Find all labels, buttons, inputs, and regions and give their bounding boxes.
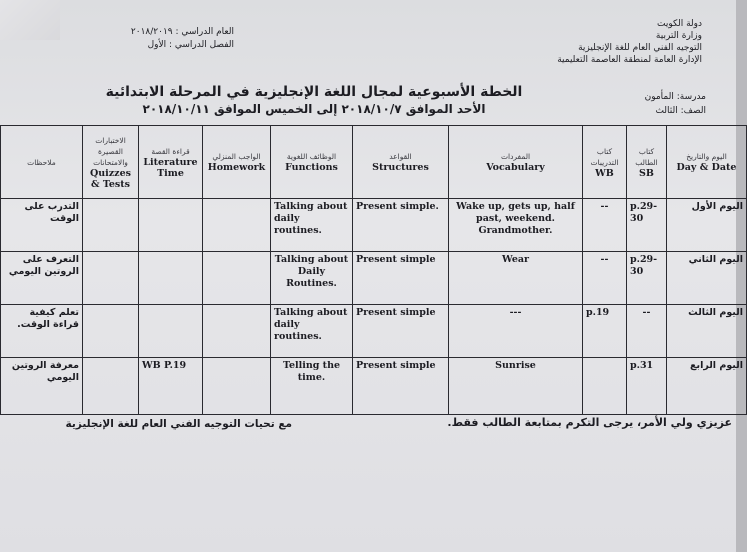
cell-wb: p.19 [583, 305, 627, 358]
table-row [1, 357, 747, 414]
department-line: التوجيه الفني العام للغة الإنجليزية [578, 43, 702, 53]
header-functions: الوظائف اللغوية Functions [271, 126, 353, 199]
cell-homework [203, 252, 271, 305]
cell-wb [583, 357, 627, 414]
cell-day: اليوم الثالث [667, 305, 747, 358]
academic-term: الفصل الدراسي : الأول [147, 40, 234, 50]
cell-sb: p.29-30 [627, 199, 667, 252]
cell-functions: Talking about Daily Routines. [271, 252, 353, 305]
cell-quizzes [83, 199, 139, 252]
cell-structures: Present simple [353, 357, 449, 414]
academic-year-header [74, 26, 234, 52]
cell-vocabulary: Sunrise [449, 357, 583, 414]
cell-wb: -- [583, 199, 627, 252]
page-corner [0, 0, 60, 40]
cell-functions: Talking about daily routines. [271, 305, 353, 358]
country-line: دولة الكويت [657, 19, 702, 29]
school-name: مدرسة: المأمون [644, 92, 706, 102]
cell-structures: Present simple. [353, 199, 449, 252]
cell-structures: Present simple [353, 252, 449, 305]
cell-notes: معرفة الروتين اليومي [1, 357, 83, 414]
cell-functions: Talking about daily routines. [271, 199, 353, 252]
cell-notes: تعلم كيفية قراءة الوقت. [1, 305, 83, 358]
cell-day: اليوم الثاني [667, 252, 747, 305]
cell-day: اليوم الرابع [667, 357, 747, 414]
ministry-line: وزارة التربية [655, 31, 702, 41]
cell-structures: Present simple [353, 305, 449, 358]
header-homework: الواجب المنزلي Homework [203, 126, 271, 199]
cell-literature [139, 305, 203, 358]
cell-functions: Telling the time. [271, 357, 353, 414]
cell-quizzes [83, 305, 139, 358]
cell-literature: WB P.19 [139, 357, 203, 414]
table-header-row [1, 126, 747, 199]
header-vocabulary: المفردات Vocabulary [449, 126, 583, 199]
plan-title-main: الخطة الأسبوعية لمجال اللغة الإنجليزية في المرحلة الابتدائية [105, 84, 523, 100]
district-line: الإدارة العامة لمنطقة العاصمة التعليمية [557, 55, 702, 65]
header-sb: كتاب الطالب SB [627, 126, 667, 199]
cell-notes: التعرف على الروتين اليومي [1, 252, 83, 305]
cell-day: اليوم الأول [667, 199, 747, 252]
table-row [1, 305, 747, 358]
school-info [586, 90, 706, 118]
cell-vocabulary: Wear [449, 252, 583, 305]
plan-title [104, 84, 524, 118]
cell-vocabulary: --- [449, 305, 583, 358]
parent-note: عزيزي ولي الأمر، يرجى التكرم بمتابعة الطالب فقط. [447, 416, 732, 429]
cell-homework [203, 199, 271, 252]
cell-literature [139, 252, 203, 305]
table-row [1, 252, 747, 305]
cell-vocabulary: Wake up, gets up, half past, weekend. Grandmother. [449, 199, 583, 252]
header-quizzes: الاختبارات القصيرة والامتحانات Quizzes & Tests [83, 126, 139, 199]
cell-sb: p.31 [627, 357, 667, 414]
cell-quizzes [83, 357, 139, 414]
grade-name: الصف: الثالث [655, 106, 706, 116]
table-row [1, 199, 747, 252]
ministry-header [492, 18, 702, 66]
header-structures: القواعد Structures [353, 126, 449, 199]
header-wb: كتاب التدريبات WB [583, 126, 627, 199]
cell-notes: التدرب على الوقت [1, 199, 83, 252]
header-literature: قراءة القصة Literature Time [139, 126, 203, 199]
cell-sb: p.29-30 [627, 252, 667, 305]
supervision-greeting: مع تحيات التوجيه الفني العام للغة الإنجليزية [65, 418, 292, 430]
cell-wb: -- [583, 252, 627, 305]
weekly-plan-table [0, 125, 747, 415]
header-day: اليوم والتاريخ Day & Date [667, 126, 747, 199]
cell-homework [203, 305, 271, 358]
header-notes: ملاحظات [1, 126, 83, 199]
plan-title-dates: الأحد الموافق ٢٠١٨/١٠/٧ إلى الخميس الموافق ٢٠١٨/١٠/١١ [142, 102, 486, 116]
cell-homework [203, 357, 271, 414]
cell-quizzes [83, 252, 139, 305]
academic-year: العام الدراسي : ٢٠١٨/٢٠١٩ [130, 27, 234, 37]
cell-sb: -- [627, 305, 667, 358]
cell-literature [139, 199, 203, 252]
